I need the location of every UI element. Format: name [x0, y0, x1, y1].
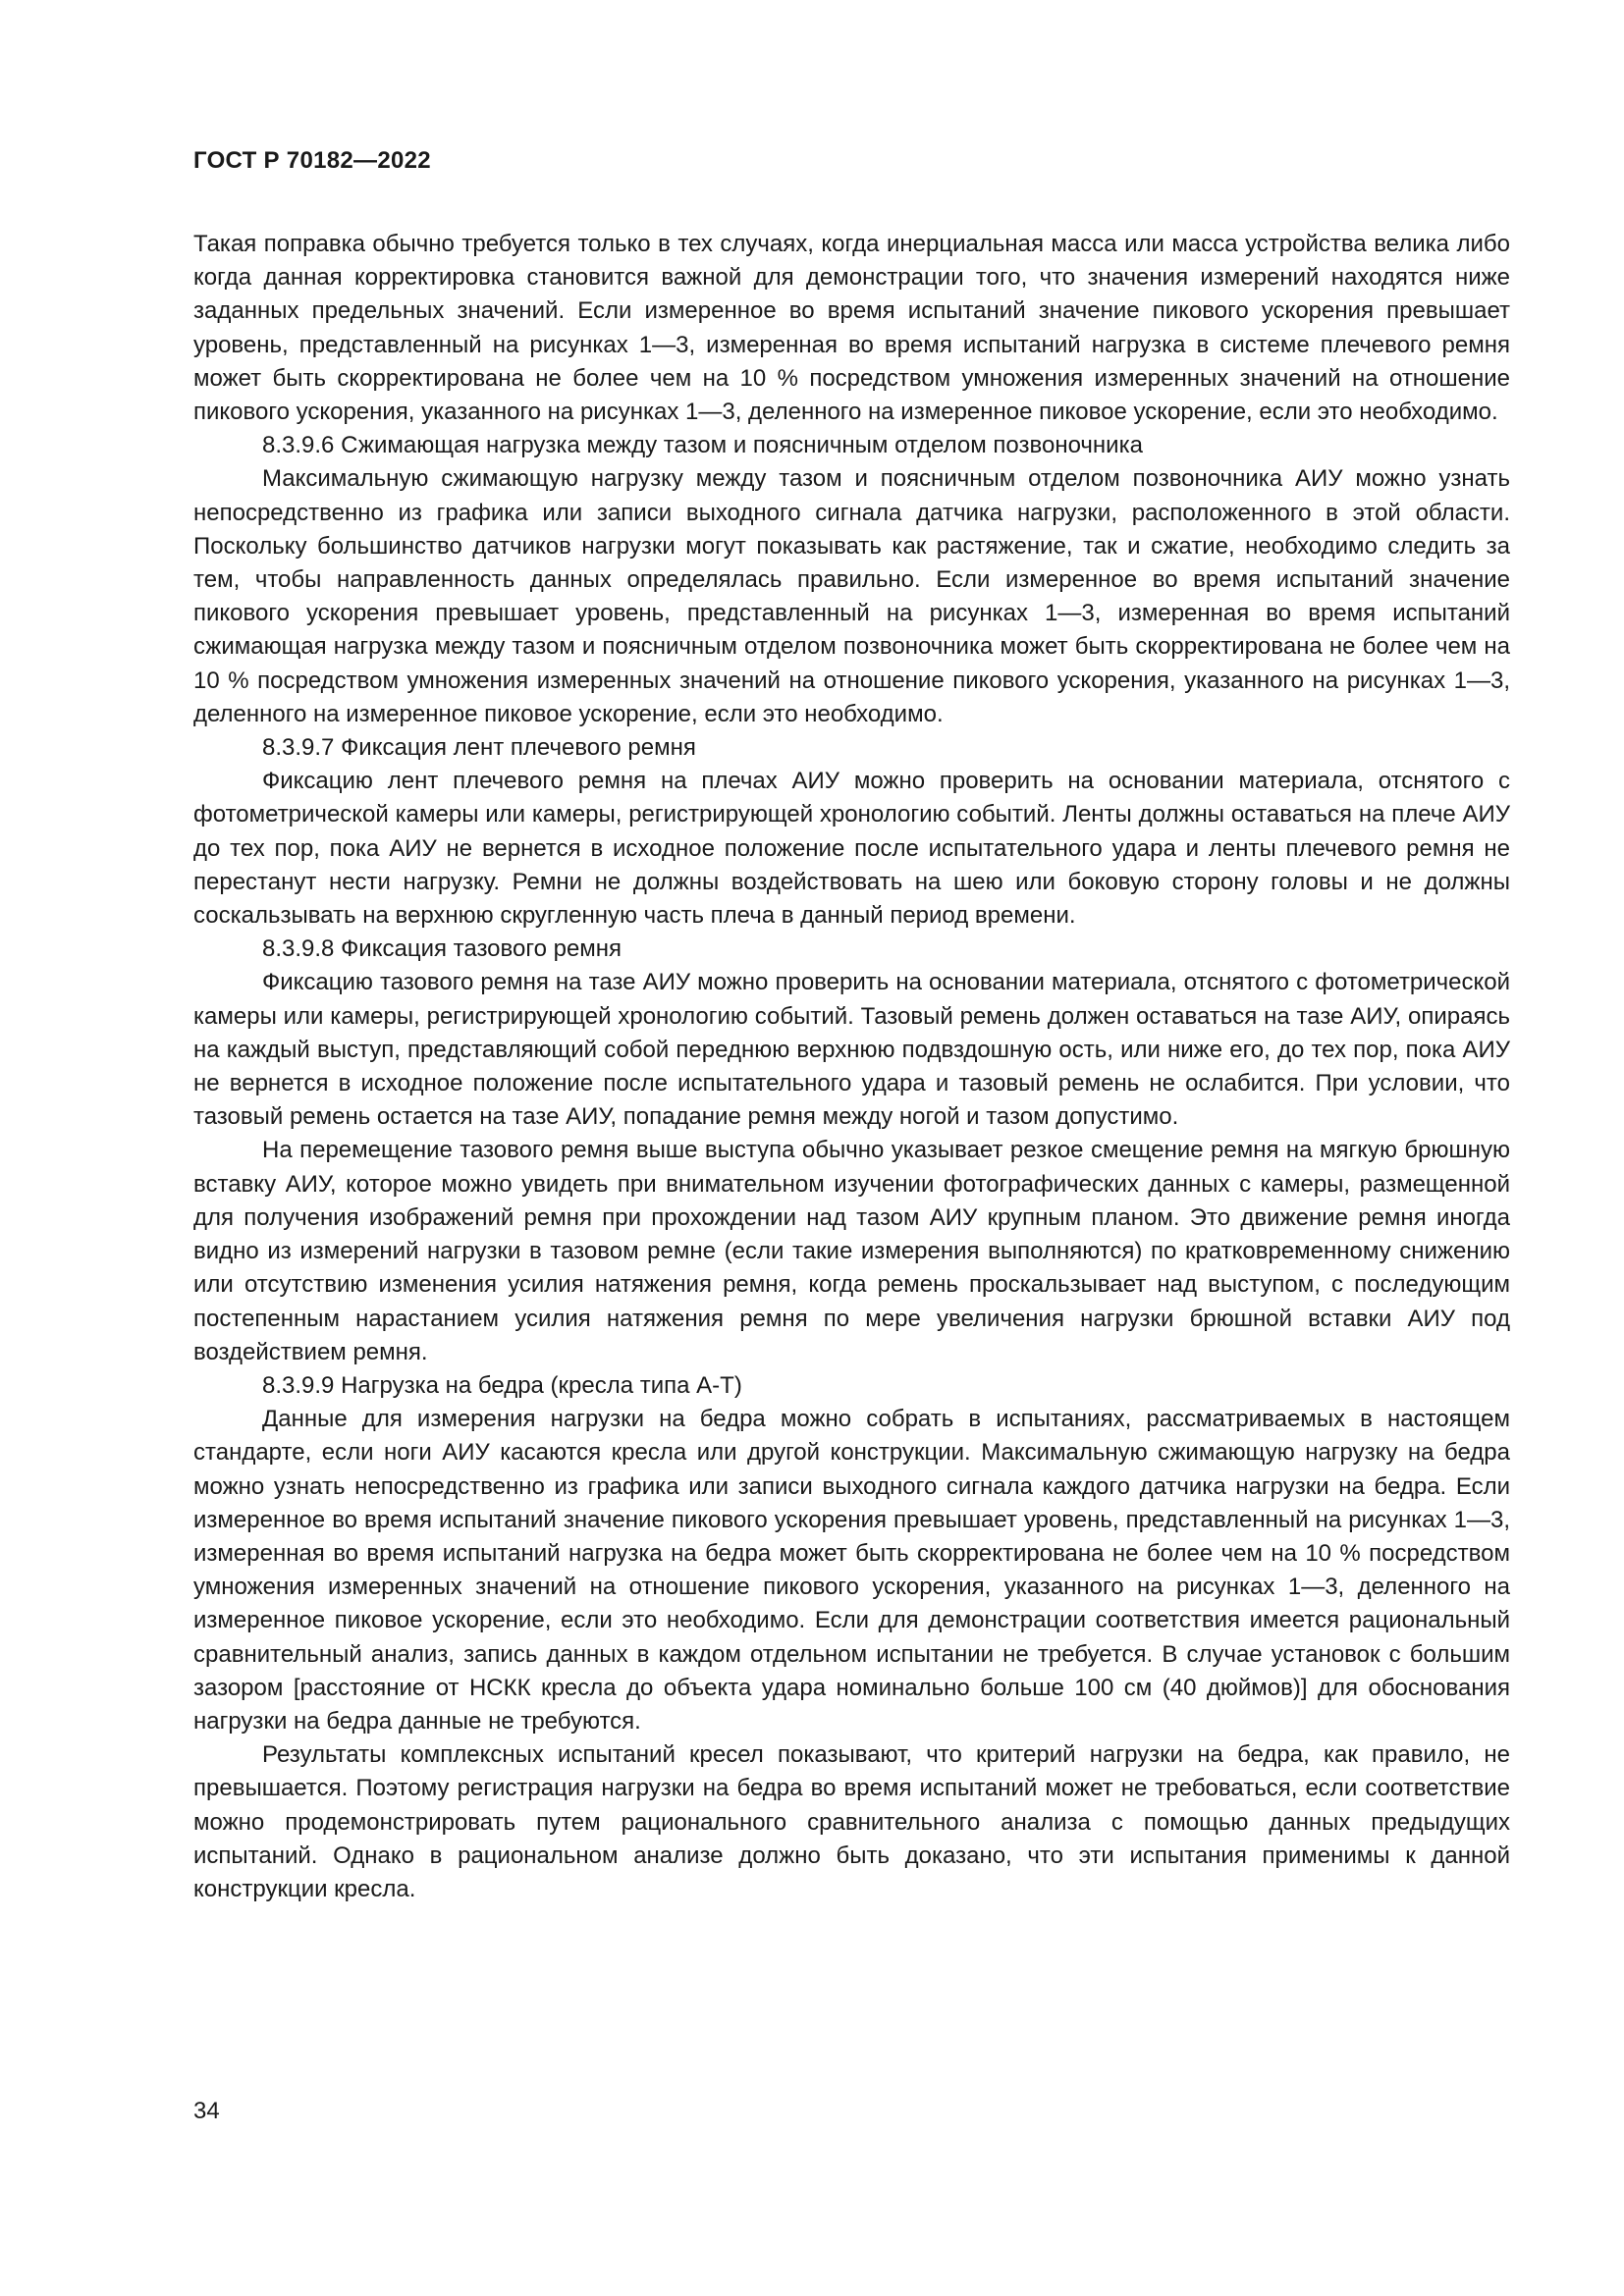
paragraph-femur-results: Результаты комплексных испытаний кресел показывают, что критерий нагрузки на бедра, как правило, не превышается. Поэтому регистрация нагрузки на бедра во время испытаний может не требоваться, если соответствие можно продемонстрировать путем рационального сравнительного анализа с помощью данных предыдущих испытаний. Однако в рациональном анализе должно быть доказано, что эти испытания применимы к данной конструкции кресла. [193, 1741, 1510, 1902]
paragraph-lap-belt-movement: На перемещение тазового ремня выше выступа обычно указывает резкое смещение ремня на мягкую брюшную вставку АИУ, которое можно увидеть при внимательном изучении фотографических данных с камеры, размещенной для получения изображений ремня при прохождении над тазом АИУ крупным планом. Это движение ремня иногда видно из измерений нагрузки в тазовом ремне (если такие измерения выполняются) по кратковременному снижению или отсутствию изменения усилия натяжения ремня, когда ремень проскальзывает над выступом, с последующим постепенным нарастанием усилия натяжения ремня по мере увеличения нагрузки брюшной вставки АИУ под воздействием ремня. [193, 1137, 1510, 1365]
paragraph-correction-note: Такая поправка обычно требуется только в тех случаях, когда инерциальная масса или масса устройства велика либо когда данная корректировка становится важной для демонстрации того, что значения измерений находятся ниже заданных предельных значений. Если измеренное во время испытаний значение пикового ускорения превышает уровень, представленный на рисунках 1—3, измеренная во время испытаний нагрузка в системе плечевого ремня может быть скорректирована не более чем на 10 % посредством умножения измеренных значений на отношение пикового ускорения, указанного на рисунках 1—3, деленного на измеренное пиковое ускорение, если это необходимо. [193, 231, 1510, 426]
paragraph-lumbar-load: Максимальную сжимающую нагрузку между тазом и поясничным отделом позвоночника АИУ можно узнать непосредственно из графика или записи выходного сигнала датчика нагрузки, расположенного в этой области. Поскольку большинство датчиков нагрузки могут показывать как растяжение, так и сжатие, необходимо следить за тем, чтобы направленность данных определялась правильно. Если измеренное во время испытаний значение пикового ускорения превышает уровень, представленный на рисунках 1—3, измеренная во время испытаний сжимающая нагрузка между тазом и поясничным отделом позвоночника может быть скорректирована не более чем на 10 % посредством умножения измеренных значений на отношение пикового ускорения, указанного на рисунках 1—3, деленного на измеренное пиковое ускорение, если это необходимо. [193, 465, 1510, 727]
paragraph-shoulder-strap: Фиксацию лент плечевого ремня на плечах АИУ можно проверить на основании материала, отснятого с фотометрической камеры или камеры, регистрирующей хронологию событий. Ленты должны оставаться на плече АИУ до тех пор, пока АИУ не вернется в исходное положение после испытательного удара и ленты плечевого ремня не перестанут нести нагрузку. Ремни не должны воздействовать на шею или боковую сторону головы и не должны соскальзывать на верхнюю скругленную часть плеча в данный период времени. [193, 768, 1510, 930]
section-heading-8-3-9-6: 8.3.9.6 Сжимающая нагрузка между тазом и поясничным отделом позвоночника [262, 432, 1143, 459]
section-heading-8-3-9-9: 8.3.9.9 Нагрузка на бедра (кресла типа А-Т) [262, 1371, 742, 1399]
section-heading-8-3-9-8: 8.3.9.8 Фиксация тазового ремня [262, 935, 623, 963]
section-heading-8-3-9-7: 8.3.9.7 Фиксация лент плечевого ремня [262, 734, 696, 762]
paragraph-lap-belt: Фиксацию тазового ремня на тазе АИУ можно проверить на основании материала, отснятого с фотометрической камеры или камеры, регистрирующей хронологию событий. Тазовый ремень должен оставаться на тазе АИУ, опираясь на каждый выступ, представляющий собой переднюю верхнюю подвздошную ость, или ниже его, до тех пор, пока АИУ не вернется в исходное положение после испытательного удара и тазовый ремень не ослабится. При условии, что тазовый ремень остается на тазе АИУ, попадание ремня между ногой и тазом допустимо. [193, 969, 1510, 1131]
page-number: 34 [193, 2098, 220, 2124]
document-body [193, 228, 1510, 1906]
paragraph-femur-load: Данные для измерения нагрузки на бедра можно собрать в испытаниях, рассматриваемых в настоящем стандарте, если ноги АИУ касаются кресла или другой конструкции. Максимальную сжимающую нагрузку на бедра можно узнать непосредственно из графика или записи выходного сигнала каждого датчика нагрузки на бедра. Если измеренное во время испытаний значение пикового ускорения превышает уровень, представленный на рисунках 1—3, измеренная во время испытаний нагрузка на бедра может быть скорректирована не более чем на 10 % посредством умножения измеренных значений на отношение пикового ускорения, указанного на рисунках 1—3, деленного на измеренное пиковое ускорение, если это необходимо. Если для демонстрации соответствия имеется рациональный сравнительный анализ, запись данных в каждом отдельном испытании не требуется. В случае установок с большим зазором [расстояние от НСКК кресла до объекта удара номинально больше 100 см (40 дюймов)] для обоснования нагрузки на бедра данные не требуются. [193, 1406, 1510, 1735]
document-header: ГОСТ Р 70182—2022 [193, 147, 431, 174]
